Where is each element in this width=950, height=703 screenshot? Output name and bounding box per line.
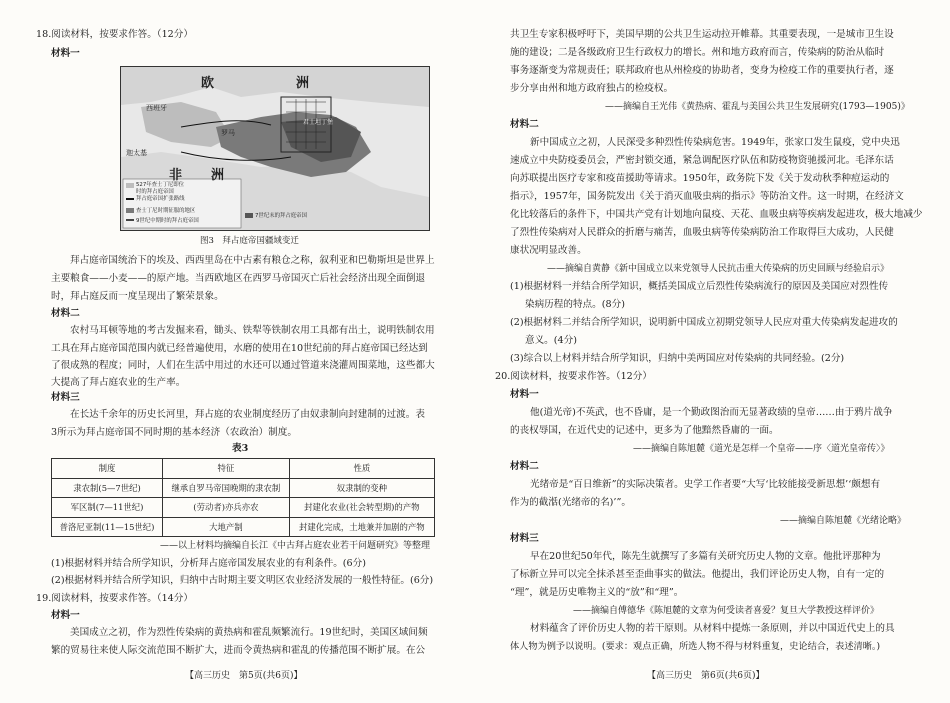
table-cell: 军区制(7—11世纪) <box>52 498 163 518</box>
byzantine-map <box>120 66 430 231</box>
source-citation: ——摘编自陈旭麓《光绪论略》 <box>780 516 907 526</box>
map-label-carthage: 迦太基 <box>126 149 147 157</box>
paragraph-line: 作为的截湉(光绪帝的名)’”。 <box>510 497 631 508</box>
paragraph-line: 主要粮食——小麦——的原产地。当西欧地区在西罗马帝国灭亡后社会经济出现全面倒退 <box>51 273 426 284</box>
paragraph-line: 光绪帝是“百日维新”的实际决策者。史学工作者要“大写‘比较能接受新思想’‘颇想有 <box>530 479 881 490</box>
paragraph-line: 3所示为拜占庭帝国不同时期的基本经济（农政治）制度。 <box>51 427 297 438</box>
material-1-label: 材料一 <box>51 610 80 621</box>
figure-caption: 图3 拜占庭帝国疆域变迁 <box>200 236 299 246</box>
paragraph-line: 步分享由州和地方政府独占的检疫权。 <box>510 83 674 94</box>
table-header-cell: 制度 <box>52 459 163 479</box>
legend-conquered: 查士丁尼时期征服的地区 <box>136 208 196 214</box>
paragraph-line: 了标新立异可以完全抹杀甚至歪曲事实的做法。他提出，我们评论历史人物，自有一定的 <box>510 569 885 580</box>
map-label-europe: 欧 <box>201 76 215 91</box>
q19-heading: 19.阅读材料，按要求作答。（14分） <box>36 593 193 604</box>
legend-9th-century: 9世纪中期时的拜占庭帝国 <box>136 218 199 224</box>
map-label-rome: 罗马 <box>221 129 235 137</box>
material-1-label: 材料一 <box>510 389 539 400</box>
table-cell: 隶农制(5—7世纪) <box>52 478 163 498</box>
map-label-spain: 西班牙 <box>146 104 167 112</box>
map-label-africa: 非 <box>169 168 183 183</box>
question-19-3: (3)综合以上材料并结合所学知识，归纳中美两国应对传染病的共同经验。(2分) <box>510 353 845 364</box>
question-19-1: (1)根据材料一并结合所学知识，概括美国成立后烈性传染病流行的原因及美国应对烈性传 <box>510 281 889 292</box>
legend-527: 527年查士丁尼即位 <box>136 182 185 188</box>
source-citation: ——摘编自陈旭麓《道光是怎样一个皇帝——序〈道光皇帝传〉》 <box>633 444 890 454</box>
source-citation: ——以上材料均摘编自长江《中古拜占庭农业若干问题研究》等整理 <box>160 541 431 551</box>
paragraph-line: 农村马耳顿等地的考古发掘来看，锄头、铁犁等铁制农用工具都有出土，说明铁制农用 <box>70 325 435 336</box>
table-cell: 奴隶制的变种 <box>289 478 434 498</box>
q20-heading: 20.阅读材料，按要求作答。（12分） <box>495 371 652 382</box>
map-label-constantinople: 君士坦丁堡 <box>303 119 334 126</box>
paragraph-line: 新中国成立之初，人民深受多种烈性传染病危害。1949年，张家口发生鼠疫，党中央迅 <box>530 137 900 148</box>
paragraph-line: 共卫生专家积极呼吁下，美国早期的公共卫生运动拉开帷幕。其重要表现，一是城市卫生设 <box>510 29 894 40</box>
material-2-label: 材料二 <box>510 461 539 472</box>
legend-expansion: 拜占庭帝国扩张路线 <box>136 196 185 202</box>
source-citation: ——摘编自傅德华《陈旭麓的文章为何受读者喜爱？复旦大学教授这样评价》 <box>573 606 880 616</box>
table-cell: 大地产制 <box>163 517 290 537</box>
legend-7th-century: 7世纪末的拜占庭帝国 <box>255 213 307 219</box>
table-row <box>52 517 435 537</box>
table-cell: 封建化完成，土地兼并加剧的产物 <box>289 517 434 537</box>
paragraph-line: 事务逐渐变为常规责任；联邦政府也从州检疫的协助者，变身为检疫工作的重要执行者，逐 <box>510 65 894 76</box>
page-6 <box>475 0 950 703</box>
source-citation: ——摘编自王光伟《黄热病、霍乱与美国公共卫生发展研究(1793—1905)》 <box>605 102 910 112</box>
material-3-label: 材料三 <box>51 392 80 403</box>
q18-heading: 18.阅读材料，按要求作答。（12分） <box>36 29 193 40</box>
question-19-2-cont: 意义。(4分) <box>525 335 577 346</box>
paragraph-line: 化比较落后的条件下，中国共产党有计划地向鼠疫、天花、血吸虫病等疾病发起进攻，极大地减少 <box>510 209 923 220</box>
paragraph-line: 康状况明显改善。 <box>510 245 587 256</box>
table-title: 表3 <box>232 443 249 454</box>
paragraph-line: 大提高了拜占庭农业的生产率。 <box>51 377 186 388</box>
legend-527b: 时的拜占庭帝国 <box>136 189 174 195</box>
paragraph-line: “理”，就是历史唯物主义的“放”和“理”。 <box>510 587 684 598</box>
table-header-row <box>52 459 435 479</box>
question-19-2: (2)根据材料二并结合所学知识，说明新中国成立初期党领导人民应对重大传染病发起进攻的 <box>510 317 898 328</box>
page-footer: 【高三历史 第6页(共6页)】 <box>647 671 765 681</box>
table-cell: 封建化农业(社会转型期)的产物 <box>289 498 434 518</box>
map-label-europe-2: 洲 <box>296 76 310 91</box>
table-header-cell: 特征 <box>163 459 290 479</box>
paragraph-line: 繁的贸易往来使人际交流范围不断扩大，进而令黄热病和霍乱的传播范围不断扩展。在公 <box>51 645 426 656</box>
table-row <box>52 478 435 498</box>
material-3-label: 材料三 <box>510 533 539 544</box>
question-18-1: (1)根据材料并结合所学知识，分析拜占庭帝国发展农业的有利条件。(6分) <box>51 558 366 569</box>
paragraph-line: 时，拜占庭反而一度呈现出了繁荣景象。 <box>51 291 224 302</box>
paragraph-line: 工具在拜占庭帝国范围内就已经普遍使用，水磨的使用在10世纪前的拜占庭帝国已经达到 <box>51 343 428 354</box>
table-3 <box>51 458 435 537</box>
map-graphic <box>121 67 429 230</box>
paragraph-line: 早在20世纪50年代，陈先生就撰写了多篇有关研究历史人物的文章。他批评那种为 <box>530 551 881 562</box>
paragraph-line: 了烈性传染病对人民群众的折磨与痛苦，血吸虫病等传染病防治工作取得巨大成功，人民健 <box>510 227 894 238</box>
table-cell: (劳动者)亦兵亦农 <box>163 498 290 518</box>
paragraph-line: 在长达千余年的历史长河里，拜占庭的农业制度经历了由奴隶制向封建制的过渡。表 <box>70 409 425 420</box>
material-2-label: 材料二 <box>510 119 539 130</box>
material-2-label: 材料二 <box>51 308 80 319</box>
paragraph-line: 体人物为例予以说明。(要求：观点正确，所选人物不得与材料重复，史论结合，表述清晰。) <box>510 641 881 652</box>
paragraph-line: 施的建设；二是各级政府卫生行政权力的增长。州和地方政府而言，传染病的防治从临时 <box>510 47 885 58</box>
paragraph-line: 美国成立之初，作为烈性传染病的黄热病和霍乱频繁流行。19世纪时，美国区域间频 <box>70 627 428 638</box>
question-19-1-cont: 染病历程的特点。(8分) <box>525 299 625 310</box>
table-cell: 普洛尼亚制(11—15世纪) <box>52 517 163 537</box>
map-label-africa-2: 洲 <box>211 168 225 183</box>
paragraph-line: 了很成熟的程度；同时，人们在生活中用过的水还可以通过管道来浇灌周围菜地，这些都大 <box>51 360 435 371</box>
paragraph-line: 拜占庭帝国统治下的埃及、西西里岛在中古素有粮仓之称，叙利亚和巴勒斯坦是世界上 <box>70 255 435 266</box>
paragraph-line: 材料蕴含了评价历史人物的若干原则。从材料中提炼一条原则，并以中国近代史上的具 <box>530 623 895 634</box>
table-cell: 继承自罗马帝国晚期的隶农制 <box>163 478 290 498</box>
material-1-label: 材料一 <box>51 48 80 59</box>
source-citation: ——摘编自黄静《新中国成立以来党领导人民抗击重大传染病的历史回顾与经验启示》 <box>547 264 890 274</box>
paragraph-line: 速成立中央防疫委员会，严密封锁交通，紧急调配医疗队伍和防疫物资驰援河北。毛泽东话 <box>510 155 894 166</box>
table-row <box>52 498 435 518</box>
page-footer: 【高三历史 第5页(共6页)】 <box>185 671 303 681</box>
table-header-cell: 性质 <box>289 459 434 479</box>
paragraph-line: 向苏联提出医疗专家和疫苗援助等请求。1950年，政务院下发《关于发动秋季种痘运动的 <box>510 173 890 184</box>
paragraph-line: 指示》，1957年，国务院发出《关于消灭血吸虫病的指示》等防治文件。这一时期，在经济文 <box>510 191 904 202</box>
paragraph-line: 他(道光帝)不英武，也不昏庸，是一个勤政图治而无显著政绩的皇帝……由于鸦片战争 <box>530 407 893 418</box>
paragraph-line: 的丧权辱国，在近代史的记述中，更多为了他黯然昏庸的一面。 <box>510 425 779 436</box>
question-18-2: (2)根据材料并结合所学知识，归纳中古时期主要文明区农业经济发展的一般性特征。(6分) <box>51 575 434 586</box>
